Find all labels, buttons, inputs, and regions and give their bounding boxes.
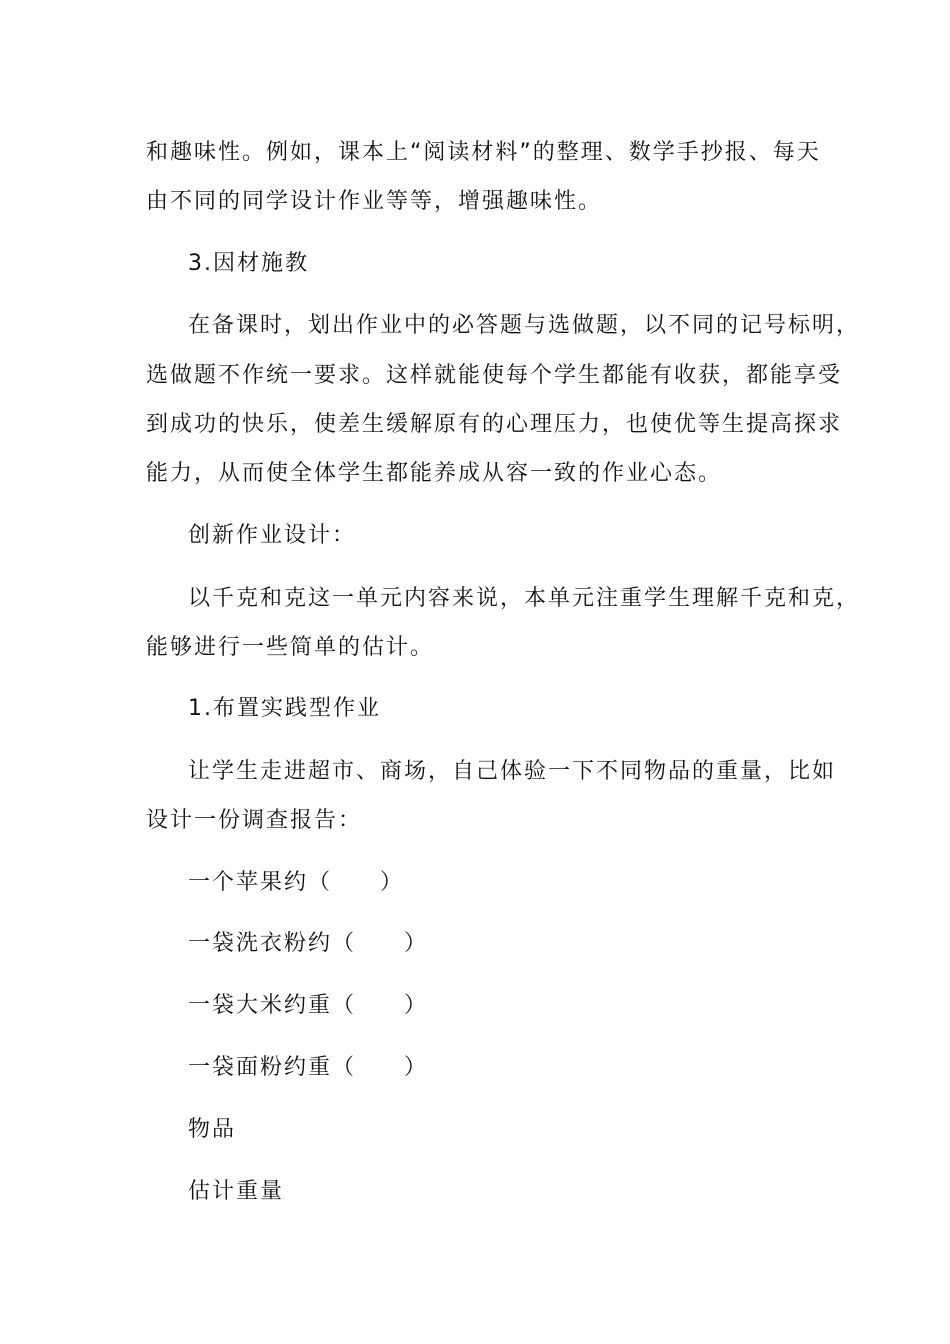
paragraph-line: 能力，从而使全体学生都能养成从容一致的作业心态。 <box>146 461 723 486</box>
paragraph-line: 在备课时，划出作业中的必答题与选做题，以不同的记号标明， <box>188 313 861 338</box>
paragraph-line: 让学生走进超市、商场，自己体验一下不同物品的重量，比如 <box>188 759 837 784</box>
survey-item: 一袋洗衣粉约（ ） <box>188 931 429 956</box>
paragraph-line: 能够进行一些简单的估计。 <box>146 635 435 660</box>
paragraph-line: 设计一份调查报告： <box>146 808 363 833</box>
table-label-item: 物品 <box>188 1117 237 1142</box>
paragraph-line: 由不同的同学设计作业等等，增强趣味性。 <box>146 189 603 214</box>
survey-item: 一袋大米约重（ ） <box>188 993 429 1018</box>
section-heading: 创新作业设计： <box>188 523 357 548</box>
survey-item: 一个苹果约（ ） <box>188 870 405 895</box>
paragraph-line: 到成功的快乐，使差生缓解原有的心理压力，也使优等生提高探求 <box>146 412 843 437</box>
survey-item: 一袋面粉约重（ ） <box>188 1055 429 1080</box>
section-heading: 1.布置实践型作业 <box>188 696 381 721</box>
paragraph-line: 选做题不作统一要求。这样就能使每个学生都能有收获，都能享受 <box>146 363 843 388</box>
paragraph-line: 和趣味性。例如，课本上“阅读材料”的整理、数学手抄报、每天 <box>146 140 821 165</box>
table-label-estimated-weight: 估计重量 <box>188 1179 285 1204</box>
section-heading: 3.因材施教 <box>188 251 309 276</box>
paragraph-line: 以千克和克这一单元内容来说，本单元注重学生理解千克和克， <box>188 586 861 611</box>
